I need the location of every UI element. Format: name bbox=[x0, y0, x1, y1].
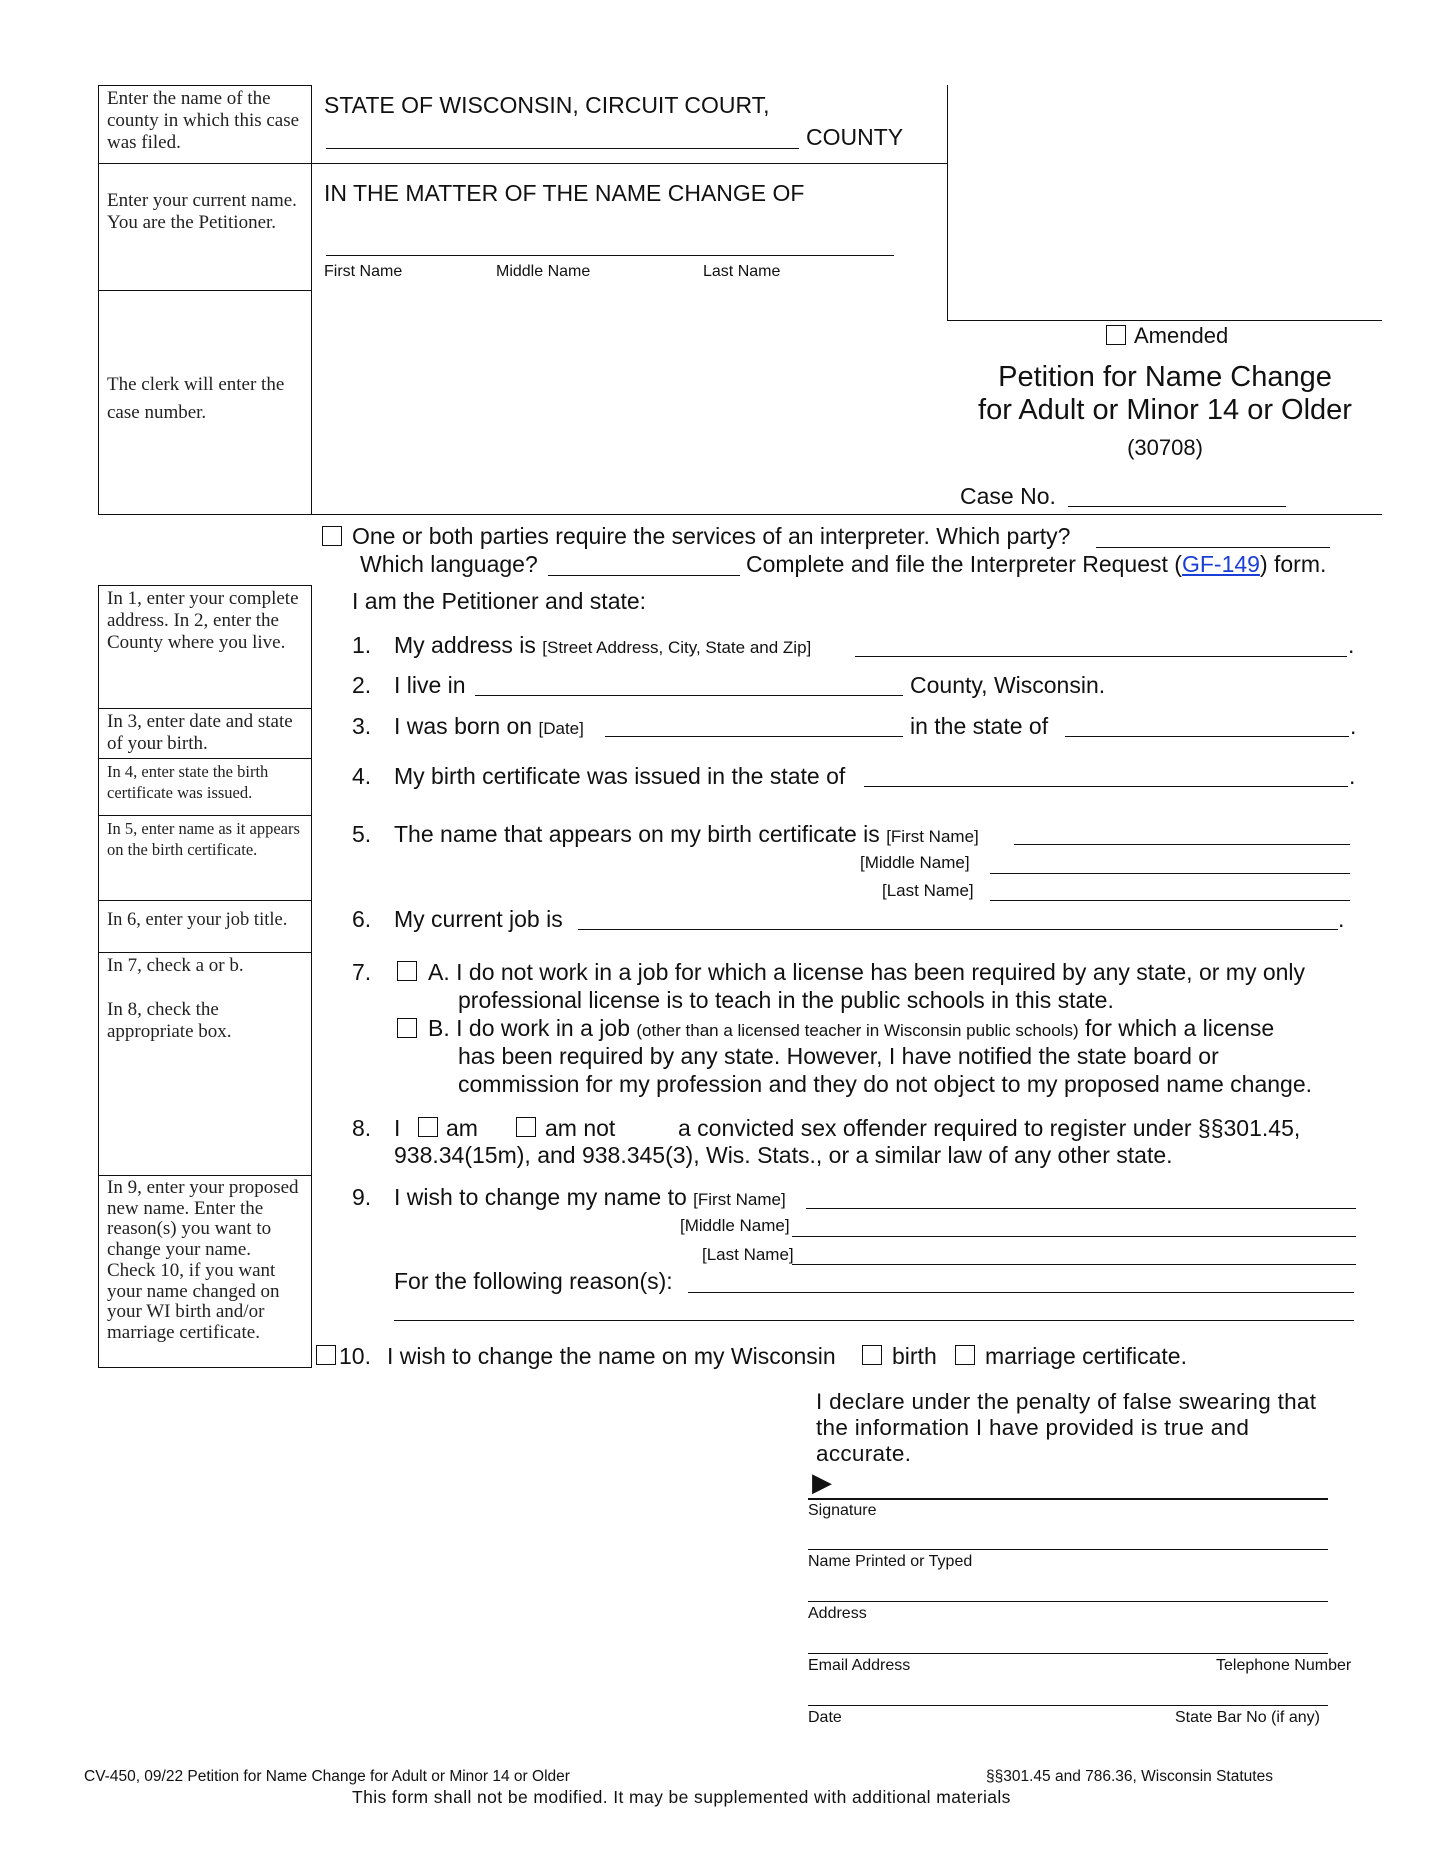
interpreter-request-text: Complete and file the Interpreter Request (GF-149) form. bbox=[746, 551, 1327, 577]
item8-number: 8. bbox=[352, 1115, 372, 1141]
note-item-5: In 5, enter name as it appears on the birth certificate. bbox=[98, 815, 312, 901]
current-name-field[interactable] bbox=[326, 255, 894, 256]
date-bar-field[interactable] bbox=[808, 1705, 1328, 1706]
item5-number: 5. bbox=[352, 821, 372, 847]
language-label: Which language? bbox=[360, 551, 538, 577]
item7a-checkbox[interactable] bbox=[397, 961, 417, 981]
frame-line bbox=[947, 85, 948, 320]
form-title-line2: for Adult or Minor 14 or Older bbox=[978, 394, 1352, 426]
birth-last-name-field[interactable] bbox=[990, 900, 1350, 901]
item5-middle-hint: [Middle Name] bbox=[860, 853, 970, 872]
item8-line2: 938.34(15m), and 938.345(3), Wis. Stats., or a similar law of any other state. bbox=[394, 1142, 1173, 1168]
frame-line bbox=[311, 163, 947, 164]
first-name-label: First Name bbox=[324, 263, 403, 280]
address-signature-field[interactable] bbox=[808, 1601, 1328, 1602]
marriage-label: marriage certificate. bbox=[985, 1343, 1187, 1369]
birth-state-field[interactable] bbox=[1065, 736, 1349, 737]
item4-number: 4. bbox=[352, 763, 372, 789]
declaration-line2: the information I have provided is true and bbox=[816, 1415, 1250, 1440]
petitioner-intro: I am the Petitioner and state: bbox=[352, 588, 647, 614]
item5-text: The name that appears on my birth certificate is [First Name] bbox=[394, 821, 979, 847]
birth-first-name-field[interactable] bbox=[1014, 844, 1350, 845]
email-label: Email Address bbox=[808, 1657, 911, 1674]
item2-text: I live in bbox=[394, 672, 466, 698]
item7b-line1: B. I do work in a job (other than a licensed teacher in Wisconsin public schools) for which a license bbox=[428, 1015, 1275, 1041]
note-items-1-2: In 1, enter your complete address. In 2, enter the County where you live. bbox=[98, 585, 312, 709]
item2-number: 2. bbox=[352, 672, 372, 698]
footer-notice: This form shall not be modified. It may be supplemented with additional materials bbox=[352, 1787, 1011, 1807]
birth-date-field[interactable] bbox=[605, 736, 903, 737]
declaration-line1: I declare under the penalty of false swearing that bbox=[816, 1389, 1317, 1414]
case-no-label: Case No. bbox=[960, 483, 1056, 509]
item9-number: 9. bbox=[352, 1184, 372, 1210]
form-number: (30708) bbox=[1127, 435, 1203, 460]
item8-i: I bbox=[394, 1115, 401, 1141]
item7b-line2: has been required by any state. However, I have notified the state board or bbox=[458, 1043, 1219, 1069]
declaration-line3: accurate. bbox=[816, 1441, 912, 1466]
gf-149-link[interactable]: GF-149 bbox=[1181, 551, 1260, 577]
item8-am-checkbox[interactable] bbox=[418, 1117, 438, 1137]
item9-last-hint: [Last Name] bbox=[702, 1245, 794, 1264]
case-no-field[interactable] bbox=[1068, 506, 1286, 507]
item10-number: 10. bbox=[339, 1343, 371, 1369]
birth-certificate-checkbox[interactable] bbox=[862, 1345, 882, 1365]
date-label: Date bbox=[808, 1709, 842, 1726]
note-item-4: In 4, enter state the birth certificate was issued. bbox=[98, 758, 312, 816]
county-label: COUNTY bbox=[806, 124, 904, 150]
item1-text: My address is [Street Address, City, State and Zip] bbox=[394, 632, 812, 658]
item7b-line3: commission for my profession and they do not object to my proposed name change. bbox=[458, 1071, 1313, 1097]
amended-label: Amended bbox=[1134, 323, 1229, 348]
note-items-7-8: In 7, check a or b. In 8, check the appropriate box. bbox=[98, 952, 312, 1176]
county-of-residence-field[interactable] bbox=[475, 695, 903, 696]
county-field[interactable] bbox=[326, 148, 799, 149]
new-last-name-field[interactable] bbox=[792, 1264, 1356, 1265]
state-bar-label: State Bar No (if any) bbox=[1175, 1709, 1320, 1726]
note-county: Enter the name of the county in which this case was filed. bbox=[98, 85, 312, 164]
item7b-checkbox[interactable] bbox=[397, 1018, 417, 1038]
item6-number: 6. bbox=[352, 906, 372, 932]
note-current-name: Enter your current name. You are the Petitioner. bbox=[98, 163, 312, 291]
form-title-line1: Petition for Name Change bbox=[998, 361, 1332, 393]
interpreter-party-field[interactable] bbox=[1096, 547, 1330, 548]
court-line: STATE OF WISCONSIN, CIRCUIT COURT, bbox=[324, 92, 770, 118]
item10-checkbox[interactable] bbox=[316, 1345, 336, 1365]
address-label: Address bbox=[808, 1605, 867, 1622]
item5-last-hint: [Last Name] bbox=[882, 881, 974, 900]
marriage-certificate-checkbox[interactable] bbox=[955, 1345, 975, 1365]
new-first-name-field[interactable] bbox=[806, 1208, 1356, 1209]
note-item-6: In 6, enter your job title. bbox=[98, 900, 312, 953]
signature-arrow-icon: ▶ bbox=[812, 1467, 832, 1497]
certificate-state-field[interactable] bbox=[864, 786, 1348, 787]
phone-label: Telephone Number bbox=[1216, 1657, 1352, 1674]
email-phone-field[interactable] bbox=[808, 1653, 1328, 1654]
item4-period: . bbox=[1349, 763, 1356, 789]
reasons-field-line2[interactable] bbox=[394, 1320, 1354, 1321]
middle-name-label: Middle Name bbox=[496, 263, 591, 280]
reasons-label: For the following reason(s): bbox=[394, 1268, 673, 1294]
item8-am-label: am bbox=[446, 1115, 478, 1141]
amended-checkbox[interactable] bbox=[1106, 325, 1126, 345]
item8-text: a convicted sex offender required to register under §§301.45, bbox=[678, 1115, 1301, 1141]
item3-number: 3. bbox=[352, 713, 372, 739]
frame-line bbox=[947, 320, 1382, 321]
footer-statutes: §§301.45 and 786.36, Wisconsin Statutes bbox=[986, 1768, 1273, 1785]
interpreter-checkbox[interactable] bbox=[322, 526, 342, 546]
item1-period: . bbox=[1348, 632, 1355, 658]
item7a-line2: professional license is to teach in the public schools in this state. bbox=[458, 987, 1114, 1013]
item6-text: My current job is bbox=[394, 906, 563, 932]
item3-text: I was born on [Date] bbox=[394, 713, 584, 739]
job-field[interactable] bbox=[578, 929, 1338, 930]
footer-form-id: CV-450, 09/22 Petition for Name Change for Adult or Minor 14 or Older bbox=[84, 1768, 570, 1785]
signature-field[interactable] bbox=[808, 1498, 1328, 1500]
item6-period: . bbox=[1338, 906, 1345, 932]
name-printed-label: Name Printed or Typed bbox=[808, 1553, 973, 1570]
last-name-label: Last Name bbox=[703, 263, 781, 280]
reasons-field[interactable] bbox=[688, 1292, 1354, 1293]
item8-am-not-label: am not bbox=[545, 1115, 616, 1141]
item9-middle-hint: [Middle Name] bbox=[680, 1216, 790, 1235]
item2-suffix: County, Wisconsin. bbox=[910, 672, 1106, 698]
note-item-3: In 3, enter date and state of your birth. bbox=[98, 708, 312, 759]
item7-number: 7. bbox=[352, 959, 372, 985]
new-middle-name-field[interactable] bbox=[792, 1236, 1356, 1237]
note-items-9-10: In 9, enter your proposed new name. Enter the reason(s) you want to change your name. Check 10, if you want your name changed on your WI birth and/or marriage certificate. bbox=[98, 1175, 312, 1368]
birth-label: birth bbox=[892, 1343, 937, 1369]
item1-number: 1. bbox=[352, 632, 372, 658]
item10-text: I wish to change the name on my Wisconsin bbox=[387, 1343, 836, 1369]
item3-suffix: in the state of bbox=[910, 713, 1049, 739]
note-clerk: The clerk will enter the case number. bbox=[98, 290, 312, 515]
item3-period: . bbox=[1350, 713, 1357, 739]
item4-text: My birth certificate was issued in the state of bbox=[394, 763, 846, 789]
item9-text: I wish to change my name to [First Name] bbox=[394, 1184, 786, 1210]
signature-label: Signature bbox=[808, 1502, 877, 1519]
matter-line: IN THE MATTER OF THE NAME CHANGE OF bbox=[324, 180, 805, 206]
item7a-line1: A. I do not work in a job for which a license has been required by any state, or my only bbox=[428, 959, 1306, 985]
language-field[interactable] bbox=[548, 575, 740, 576]
address-field[interactable] bbox=[855, 656, 1347, 657]
item8-am-not-checkbox[interactable] bbox=[516, 1117, 536, 1137]
interpreter-text: One or both parties require the services of an interpreter. Which party? bbox=[352, 523, 1071, 549]
birth-middle-name-field[interactable] bbox=[990, 873, 1350, 874]
name-printed-field[interactable] bbox=[808, 1549, 1328, 1550]
